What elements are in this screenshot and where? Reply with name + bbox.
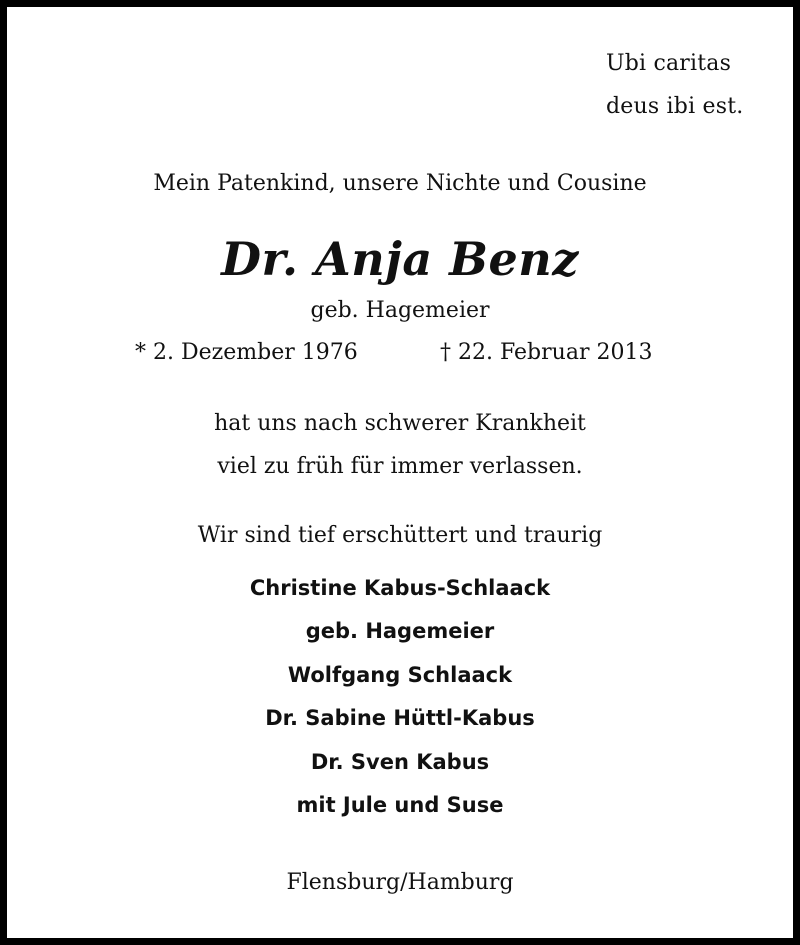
motto-line-2: deus ibi est. bbox=[606, 94, 744, 119]
deceased-birth-name: geb. Hagemeier bbox=[310, 298, 490, 323]
intro-line: Mein Patenkind, unsere Nichte und Cousine bbox=[153, 171, 647, 196]
location-line: Flensburg/Hamburg bbox=[286, 870, 514, 895]
mourner-name: Wolfgang Schlaack bbox=[287, 663, 513, 687]
grief-line: Wir sind tief erschüttert und traurig bbox=[197, 523, 603, 548]
mourner-name: Christine Kabus-Schlaack bbox=[249, 576, 551, 600]
message-line-1: hat uns nach schwerer Krankheit bbox=[214, 411, 586, 436]
death-date: † 22. Februar 2013 bbox=[440, 340, 653, 365]
mourner-name: geb. Hagemeier bbox=[305, 619, 495, 643]
mourner-name: Dr. Sabine Hüttl-Kabus bbox=[265, 706, 535, 730]
message-line-2: viel zu früh für immer verlassen. bbox=[217, 454, 583, 479]
mourner-name: mit Jule und Suse bbox=[296, 793, 504, 817]
deceased-name: Dr. Anja Benz bbox=[221, 232, 579, 286]
motto-line-1: Ubi caritas bbox=[606, 51, 732, 76]
birth-date: * 2. Dezember 1976 bbox=[135, 340, 358, 365]
mourner-name: Dr. Sven Kabus bbox=[310, 750, 490, 774]
